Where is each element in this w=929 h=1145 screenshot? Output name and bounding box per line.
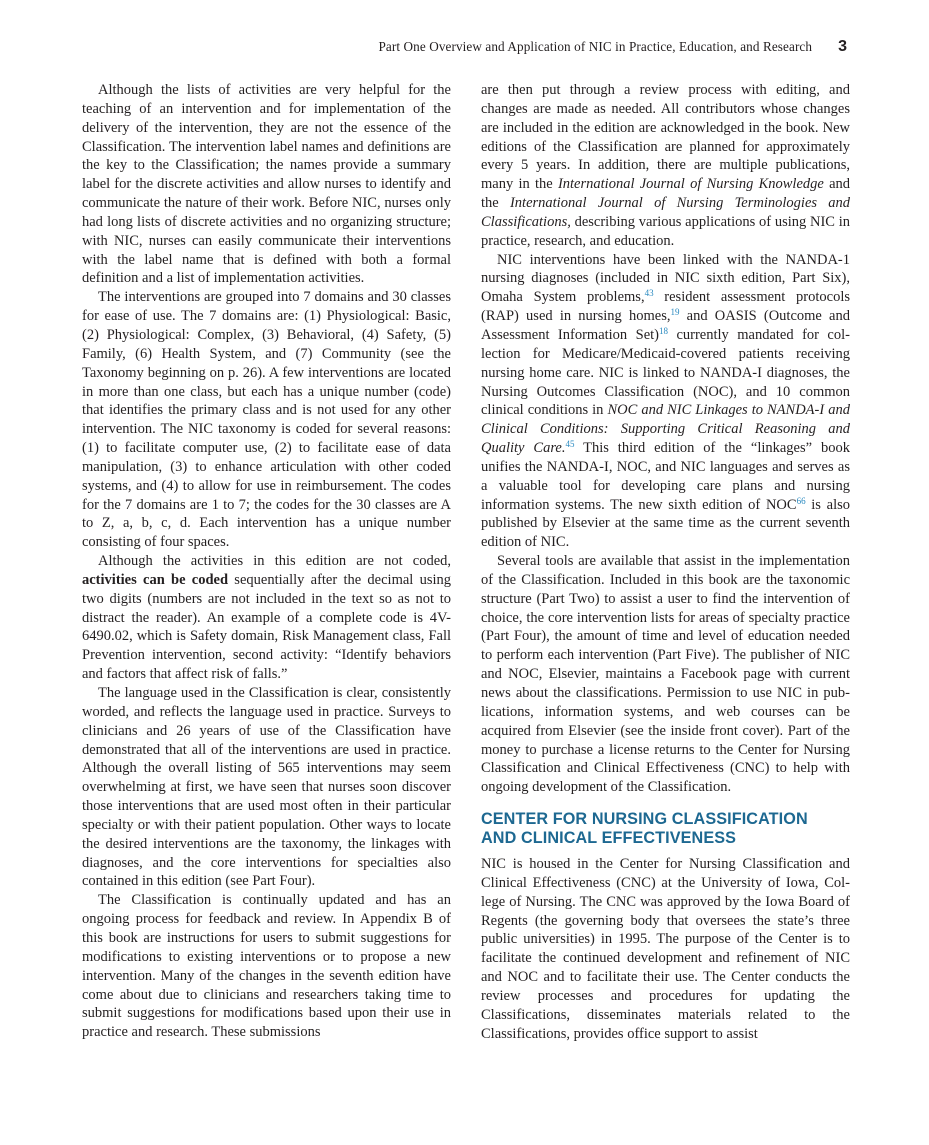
- running-head: Part One Overview and Application of NIC in Practice, Education, and Research: [378, 39, 813, 54]
- text-run: are then put through a review process with editing, and changes are made as needed. All contributors whose changes are included in the edition are acknowledged in the book. New editions of the Classification are planned for approximately every 5 years. In addition, there are multiple publications, many in the: [481, 82, 850, 193]
- reference-citation[interactable]: 43: [644, 288, 654, 299]
- paragraph: [481, 251, 850, 553]
- paragraph: The language used in the Classification is clear, consistently worded, and reflects the language used in practice. Surveys to clinicians and 26 years of use of the Classification have demonstrated that all of the interventions are used in practice. Although the overall listing of 565 interventions may seem overwhelming at first, we have seen that nurses soon discover those interventions that are used most often in their particular specialty or with their patient population. Other ways to locate the desired interventions are the taxonomy, the linkages with diagnoses, and the core interventions for specialties also contained in this edition (see Part Four).: [82, 685, 451, 890]
- reference-citation[interactable]: 19: [670, 307, 680, 318]
- text-run: is also published by Elsevier at the same time as the current seventh edition of NIC.: [481, 496, 851, 551]
- journal-title: International Journal of Nursing Terminologies and Classifications,: [481, 195, 851, 230]
- section-heading-line: CENTER FOR NURSING CLASSIFICATION: [481, 810, 808, 829]
- reference-citation[interactable]: 45: [565, 439, 575, 450]
- page-number: 3: [838, 38, 847, 55]
- paragraph: Although the lists of activities are very helpful for the teaching of an intervention and for implementation of the delivery of the intervention, they are not the essence of the Classification. The intervention label names and definitions are the key to the Classification; the names provide a summary label for the discrete activities and allow nurses to identify and communicate the nature of their work. Before NIC, nurses only had long lists of discrete activities and no organizing structure; with NIC, nurses can easily communicate their interventions with the label name that is defined with both a formal definition and a list of implementation activities.: [82, 82, 451, 287]
- reference-citation[interactable]: 66: [796, 495, 806, 506]
- paragraph: [82, 552, 451, 684]
- text-run: Although the activities in this edition are not coded,: [98, 553, 451, 570]
- left-column: [82, 81, 451, 1042]
- section-heading-line: AND CLINICAL EFFECTIVENESS: [481, 829, 737, 848]
- text-run: This third edition of the “linkages” book unifies the NANDA-I, NOC, and NIC languages and serves as a valuable tool for developing care plans and nursing information systems. The new sixth edition of NOC: [481, 440, 850, 513]
- text-run: sequentially after the decimal using two digits (numbers are not included in the text so as not to distract the reader). An example of a complete code is 4V-6490.02, which is Safety domain, Risk Management class, Fall Prevention intervention, second activity: “Identify behaviors and factors that affect risk of falls.”: [82, 571, 451, 683]
- text-run: and the: [481, 176, 851, 212]
- paragraph: The Classification is continually updated and has an ongoing process for feedback and review. In Appendix B of this book are instructions for users to submit suggestions for modifications to existing interventions or to propose a new intervention. Many of the changes in the seventh edition have come about due to clinicians and researchers taking time to submit suggestions for modifications based upon their use in practice and research. These submissions: [82, 892, 451, 1041]
- text-run: and OASIS (Outcome and Assessment Information Set): [481, 308, 850, 343]
- right-column: [481, 81, 850, 1044]
- text-run: currently mandated for collection for Medicare/Medicaid-covered patients receiving nursing home care. NIC is linked to NANDA-I diagnoses, the Nursing Outcomes Classification (NOC), and 10 common clinical conditions in: [481, 326, 850, 419]
- bold-phrase: activities can be coded: [82, 571, 229, 588]
- reference-citation[interactable]: 18: [659, 325, 668, 336]
- paragraph: The interventions are grouped into 7 domains and 30 classes for ease of use. The 7 domains are: (1) Physiological: Basic, (2) Physiological: Complex, (3) Behavioral, (4) Safety, (5) Family, (6) Health System, and (7) Community (see the Taxonomy beginning on p. 26). A few interventions are located in more than one class, but each has a unique number (code) that identifies the primary class and is not used for any other intervention. The NIC taxonomy is coded for several reasons: (1) to facilitate computer use, (2) to facilitate ease of data manipulation, (3) to enhance articulation with other coded systems, and (4) to allow for use in reimbursement. The codes for the 7 domains are 1 to 7; the codes for the 30 classes are A to Z, a, b, c, d. Each intervention has a unique number consisting of four spaces.: [82, 289, 451, 551]
- paragraph-continued: [481, 81, 850, 251]
- section-heading: [481, 810, 850, 848]
- text-run: describing various applications of using NIC in practice, research, and education.: [481, 213, 850, 249]
- paragraph: Several tools are available that assist in the implementation of the Classification. Included in this book are the taxonomic structure (Part Two) to assist a user to find the intervention of choice, the core intervention lists for areas of specialty practice (Part Four), the amount of time and level of education needed to perform each intervention (Part Five). The publisher of NIC and NOC, Elsevier, maintains a Facebook page with current news about the classifications. Permission to use NIC in publications, information systems, and web courses can be acquired from Elsevier (see the inside front cover). Part of the money to purchase a license returns to the Center for Nursing Classification and Clinical Effectiveness (CNC) to help with ongoing development of the Classification.: [481, 553, 850, 796]
- text-run: NIC interventions have been linked with the NANDA-1 nursing diagnoses (included in NIC sixth edition, Part Six), Omaha System problems,: [481, 251, 850, 306]
- paragraph: NIC is housed in the Center for Nursing Classification and Clinical Effectiveness (CNC) at the University of Iowa, College of Nursing. The CNC was approved by the Iowa Board of Regents (the governing body that oversees the state’s three public universities) in 1995. The purpose of the Center is to facilitate the continued development and refinement of NIC and NOC and to facilitate their use. The Center conducts the review processes and procedures for updating the Classifications, disseminates materials related to the Classifications, provides office support to assist: [481, 856, 850, 1042]
- journal-title: International Journal of Nursing Knowledge: [557, 176, 824, 193]
- page-header: [80, 38, 847, 58]
- book-title: NOC and NIC Linkages to NANDA-I and Clinical Conditions: Supporting Critical Reasoning and Quality Care.: [481, 402, 850, 457]
- text-run: resident assessment protocols (RAP) used in nursing homes,: [481, 289, 850, 325]
